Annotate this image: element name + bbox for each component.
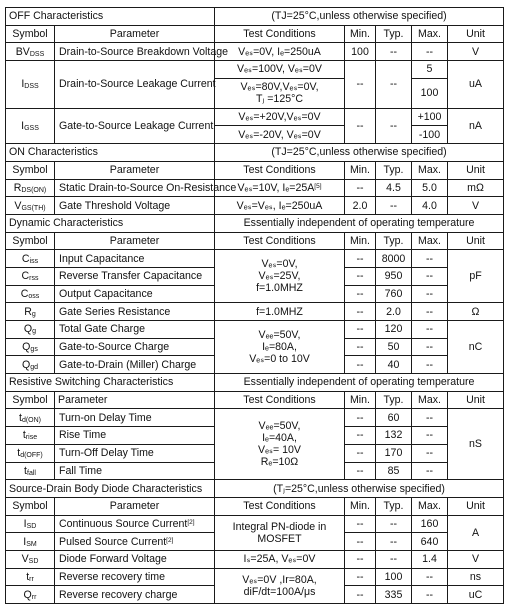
typ-cell: 100 bbox=[376, 568, 412, 586]
min-cell: -- bbox=[345, 250, 376, 268]
max-cell: -- bbox=[412, 444, 448, 462]
hdr-symbol: Symbol bbox=[6, 25, 55, 43]
hdr-min: Min. bbox=[345, 161, 376, 179]
min-cell: -- bbox=[345, 462, 376, 480]
unit-cell: V bbox=[448, 197, 504, 215]
unit-cell: pF bbox=[448, 250, 504, 303]
typ-cell: 120 bbox=[376, 321, 412, 339]
max-cell: -- bbox=[412, 462, 448, 480]
symbol-cell: $BV_{DSS}$ bbox=[6, 43, 55, 61]
table-row bbox=[6, 108, 504, 126]
typ-cell: 335 bbox=[376, 586, 412, 604]
typ-cell: -- bbox=[376, 550, 412, 568]
conditions-cell: Vₑₛ=Vₑₛ, Iₑ=250uA bbox=[215, 197, 345, 215]
section-title: Dynamic Characteristics bbox=[6, 214, 215, 232]
max-cell: -- bbox=[412, 427, 448, 445]
unit-cell: uA bbox=[448, 61, 504, 109]
conditions-cell: f=1.0MHZ bbox=[215, 303, 345, 321]
parameter-cell: Input Capacitance bbox=[55, 250, 215, 268]
hdr-max: Max. bbox=[412, 232, 448, 250]
symbol-cell: $t_{rr}$ bbox=[6, 568, 55, 586]
typ-cell: 4.5 bbox=[376, 179, 412, 197]
unit-cell: nS bbox=[448, 409, 504, 480]
max-cell: -- bbox=[412, 321, 448, 339]
section-conditions: (TJ=25°C,unless otherwise specified) bbox=[215, 8, 504, 26]
hdr-parameter: Parameter bbox=[55, 25, 215, 43]
min-cell: -- bbox=[345, 515, 376, 533]
min-cell: -- bbox=[345, 267, 376, 285]
hdr-parameter: Parameter bbox=[55, 161, 215, 179]
symbol-cell: $t_{rise}$ bbox=[6, 427, 55, 445]
hdr-symbol: Symbol bbox=[6, 161, 55, 179]
conditions-cell: Vₑₑ=50V, Iₑ=80A, Vₑₛ=0 to 10V bbox=[215, 321, 345, 374]
typ-cell: 760 bbox=[376, 285, 412, 303]
max-cell: -- bbox=[412, 356, 448, 374]
parameter-cell: Reverse recovery charge bbox=[55, 586, 215, 604]
section-title: ON Characteristics bbox=[6, 144, 215, 162]
symbol-cell: $Q_{gs}$ bbox=[6, 338, 55, 356]
max-cell: 4.0 bbox=[412, 197, 448, 215]
header-row bbox=[6, 161, 504, 179]
max-cell: 100 bbox=[412, 78, 448, 108]
symbol-cell: $R_{DS(ON)}$ bbox=[6, 179, 55, 197]
min-cell: -- bbox=[345, 586, 376, 604]
min-cell: -- bbox=[345, 550, 376, 568]
min-cell: -- bbox=[345, 179, 376, 197]
conditions-cell: Vₑₑ=50V, Iₑ=40A, Vₑₛ= 10V Rₑ=10Ω bbox=[215, 409, 345, 480]
header-row bbox=[6, 232, 504, 250]
max-cell: -- bbox=[412, 303, 448, 321]
parameter-cell: Gate Series Resistance bbox=[55, 303, 215, 321]
hdr-parameter: Parameter bbox=[55, 391, 215, 409]
max-cell: 160 bbox=[412, 515, 448, 533]
hdr-min: Min. bbox=[345, 232, 376, 250]
symbol-cell: $I_{SM}$ bbox=[6, 533, 55, 551]
symbol-cell: $V_{GS(TH)}$ bbox=[6, 197, 55, 215]
typ-cell: 8000 bbox=[376, 250, 412, 268]
table-row bbox=[6, 179, 504, 197]
symbol-cell: $Q_{rr}$ bbox=[6, 586, 55, 604]
unit-cell: V bbox=[448, 43, 504, 61]
section-title: OFF Characteristics bbox=[6, 8, 215, 26]
conditions-cell: Iₛ=25A, Vₑₛ=0V bbox=[215, 550, 345, 568]
hdr-min: Min. bbox=[345, 391, 376, 409]
max-cell: 5.0 bbox=[412, 179, 448, 197]
section-off bbox=[6, 8, 504, 26]
parameter-cell: Diode Forward Voltage bbox=[55, 550, 215, 568]
max-cell: -- bbox=[412, 43, 448, 61]
parameter-cell: Gate-to-Source Leakage Current bbox=[55, 108, 215, 143]
parameter-cell: Reverse Transfer Capacitance bbox=[55, 267, 215, 285]
typ-cell: -- bbox=[376, 533, 412, 551]
min-cell: -- bbox=[345, 285, 376, 303]
conditions-cell: Vₑₛ=0V, Iₑ=250uA bbox=[215, 43, 345, 61]
parameter-cell: Drain-to-Source Leakage Current bbox=[55, 61, 215, 109]
parameter-cell: Turn-on Delay Time bbox=[55, 409, 215, 427]
parameter-cell: Turn-Off Delay Time bbox=[55, 444, 215, 462]
footnote-ref: [2] bbox=[187, 518, 195, 526]
parameter-cell: Gate-to-Source Charge bbox=[55, 338, 215, 356]
hdr-conditions: Test Conditions bbox=[215, 161, 345, 179]
table-row bbox=[6, 515, 504, 533]
hdr-typ: Typ. bbox=[376, 497, 412, 515]
section-conditions: Essentially independent of operating temperature bbox=[215, 214, 504, 232]
typ-cell: 60 bbox=[376, 409, 412, 427]
max-cell: 1.4 bbox=[412, 550, 448, 568]
hdr-unit: Unit bbox=[448, 232, 504, 250]
hdr-conditions: Test Conditions bbox=[215, 25, 345, 43]
symbol-cell: $t_{fall}$ bbox=[6, 462, 55, 480]
parameter-cell: Output Capacitance bbox=[55, 285, 215, 303]
table-row bbox=[6, 409, 504, 427]
parameter-cell: Rise Time bbox=[55, 427, 215, 445]
hdr-typ: Typ. bbox=[376, 25, 412, 43]
conditions-cell: Vₑₛ=0V, Vₑₛ=25V, f=1.0MHZ bbox=[215, 250, 345, 303]
typ-cell: 132 bbox=[376, 427, 412, 445]
hdr-min: Min. bbox=[345, 25, 376, 43]
symbol-cell: $I_{SD}$ bbox=[6, 515, 55, 533]
max-cell: 640 bbox=[412, 533, 448, 551]
max-cell: -100 bbox=[412, 126, 448, 144]
min-cell: -- bbox=[345, 321, 376, 339]
min-cell: -- bbox=[345, 356, 376, 374]
header-row bbox=[6, 391, 504, 409]
max-cell: -- bbox=[412, 586, 448, 604]
parameter-cell: Reverse recovery time bbox=[55, 568, 215, 586]
hdr-max: Max. bbox=[412, 25, 448, 43]
conditions-cell: Integral PN-diode in MOSFET bbox=[215, 515, 345, 550]
symbol-cell: $R_g$ bbox=[6, 303, 55, 321]
table-row bbox=[6, 321, 504, 339]
typ-cell: 50 bbox=[376, 338, 412, 356]
max-cell: -- bbox=[412, 568, 448, 586]
footnote-ref: [5] bbox=[314, 182, 322, 190]
section-on bbox=[6, 144, 504, 162]
parameter-cell: Total Gate Charge bbox=[55, 321, 215, 339]
symbol-cell: $t_{d(ON)}$ bbox=[6, 409, 55, 427]
parameter-cell: Drain-to-Source Breakdown Voltage bbox=[55, 43, 215, 61]
table-row bbox=[6, 250, 504, 268]
hdr-max: Max. bbox=[412, 161, 448, 179]
min-cell: -- bbox=[345, 568, 376, 586]
table-row bbox=[6, 550, 504, 568]
hdr-parameter: Parameter bbox=[55, 232, 215, 250]
hdr-unit: Unit bbox=[448, 161, 504, 179]
symbol-cell: $I_{DSS}$ bbox=[6, 61, 55, 109]
max-cell: 5 bbox=[412, 61, 448, 79]
hdr-typ: Typ. bbox=[376, 232, 412, 250]
parameter-cell: Gate-to-Drain (Miller) Charge bbox=[55, 356, 215, 374]
min-cell: -- bbox=[345, 303, 376, 321]
max-cell: -- bbox=[412, 409, 448, 427]
conditions-cell: Vₑₛ=100V, Vₑₛ=0V bbox=[215, 61, 345, 79]
footnote-ref: [2] bbox=[166, 536, 174, 544]
table-row bbox=[6, 197, 504, 215]
conditions-cell: Vₑₛ=80V,Vₑₛ=0V, Tⱼ =125°C bbox=[215, 78, 345, 108]
symbol-cell: $C_{iss}$ bbox=[6, 250, 55, 268]
table-row bbox=[6, 568, 504, 586]
parameter-cell: Fall Time bbox=[55, 462, 215, 480]
header-row bbox=[6, 497, 504, 515]
typ-cell: 85 bbox=[376, 462, 412, 480]
hdr-conditions: Test Conditions bbox=[215, 232, 345, 250]
max-cell: -- bbox=[412, 267, 448, 285]
unit-cell: mΩ bbox=[448, 179, 504, 197]
hdr-symbol: Symbol bbox=[6, 391, 55, 409]
hdr-symbol: Symbol bbox=[6, 232, 55, 250]
unit-cell: uC bbox=[448, 586, 504, 604]
min-cell: 100 bbox=[345, 43, 376, 61]
symbol-cell: $V_{SD}$ bbox=[6, 550, 55, 568]
parameter-cell: Pulsed Source Current[2] bbox=[55, 533, 215, 551]
hdr-conditions: Test Conditions bbox=[215, 391, 345, 409]
table-row bbox=[6, 303, 504, 321]
typ-cell: 40 bbox=[376, 356, 412, 374]
typ-cell: 2.0 bbox=[376, 303, 412, 321]
table-row bbox=[6, 43, 504, 61]
unit-cell: ns bbox=[448, 568, 504, 586]
symbol-cell: $Q_g$ bbox=[6, 321, 55, 339]
symbol-cell: $I_{GSS}$ bbox=[6, 108, 55, 143]
hdr-typ: Typ. bbox=[376, 391, 412, 409]
unit-cell: nA bbox=[448, 108, 504, 143]
unit-cell: nC bbox=[448, 321, 504, 374]
hdr-symbol: Symbol bbox=[6, 497, 55, 515]
min-cell: -- bbox=[345, 444, 376, 462]
hdr-unit: Unit bbox=[448, 25, 504, 43]
typ-cell: -- bbox=[376, 43, 412, 61]
hdr-conditions: Test Conditions bbox=[215, 497, 345, 515]
typ-cell: -- bbox=[376, 515, 412, 533]
symbol-cell: $C_{rss}$ bbox=[6, 267, 55, 285]
typ-cell: -- bbox=[376, 108, 412, 143]
unit-cell: A bbox=[448, 515, 504, 550]
typ-cell: 950 bbox=[376, 267, 412, 285]
typ-cell: -- bbox=[376, 61, 412, 109]
hdr-parameter: Parameter bbox=[55, 497, 215, 515]
symbol-cell: $C_{oss}$ bbox=[6, 285, 55, 303]
section-title: Resistive Switching Characteristics bbox=[6, 374, 215, 392]
max-cell: -- bbox=[412, 250, 448, 268]
section-conditions: Essentially independent of operating temperature bbox=[215, 374, 504, 392]
table-row bbox=[6, 61, 504, 79]
electrical-characteristics-table bbox=[5, 7, 504, 604]
conditions-cell: Vₑₛ=10V, Iₑ=25A[5] bbox=[215, 179, 345, 197]
section-conditions: (TJ=25°C,unless otherwise specified) bbox=[215, 144, 504, 162]
typ-cell: -- bbox=[376, 197, 412, 215]
parameter-cell: Continuous Source Current[2] bbox=[55, 515, 215, 533]
header-row bbox=[6, 25, 504, 43]
max-cell: +100 bbox=[412, 108, 448, 126]
symbol-cell: $t_{d(OFF)}$ bbox=[6, 444, 55, 462]
conditions-cell: Vₑₛ=0V ,Ir=80A, diF/dt=100A/μs bbox=[215, 568, 345, 603]
conditions-cell: Vₑₛ=+20V,Vₑₛ=0V bbox=[215, 108, 345, 126]
min-cell: 2.0 bbox=[345, 197, 376, 215]
hdr-max: Max. bbox=[412, 391, 448, 409]
conditions-cell: Vₑₛ=-20V, Vₑₛ=0V bbox=[215, 126, 345, 144]
parameter-cell: Gate Threshold Voltage bbox=[55, 197, 215, 215]
min-cell: -- bbox=[345, 338, 376, 356]
unit-cell: V bbox=[448, 550, 504, 568]
min-cell: -- bbox=[345, 61, 376, 109]
min-cell: -- bbox=[345, 533, 376, 551]
unit-cell: Ω bbox=[448, 303, 504, 321]
min-cell: -- bbox=[345, 427, 376, 445]
parameter-cell: Static Drain-to-Source On-Resistance bbox=[55, 179, 215, 197]
section-dynamic bbox=[6, 214, 504, 232]
hdr-unit: Unit bbox=[448, 391, 504, 409]
min-cell: -- bbox=[345, 409, 376, 427]
hdr-typ: Typ. bbox=[376, 161, 412, 179]
hdr-min: Min. bbox=[345, 497, 376, 515]
hdr-max: Max. bbox=[412, 497, 448, 515]
section-switching bbox=[6, 374, 504, 392]
min-cell: -- bbox=[345, 108, 376, 143]
hdr-unit: Unit bbox=[448, 497, 504, 515]
section-diode bbox=[6, 480, 504, 498]
section-title: Source-Drain Body Diode Characteristics bbox=[6, 480, 215, 498]
section-conditions: (Tⱼ=25°C,unless otherwise specified) bbox=[215, 480, 504, 498]
max-cell: -- bbox=[412, 338, 448, 356]
symbol-cell: $Q_{gd}$ bbox=[6, 356, 55, 374]
typ-cell: 170 bbox=[376, 444, 412, 462]
max-cell: -- bbox=[412, 285, 448, 303]
